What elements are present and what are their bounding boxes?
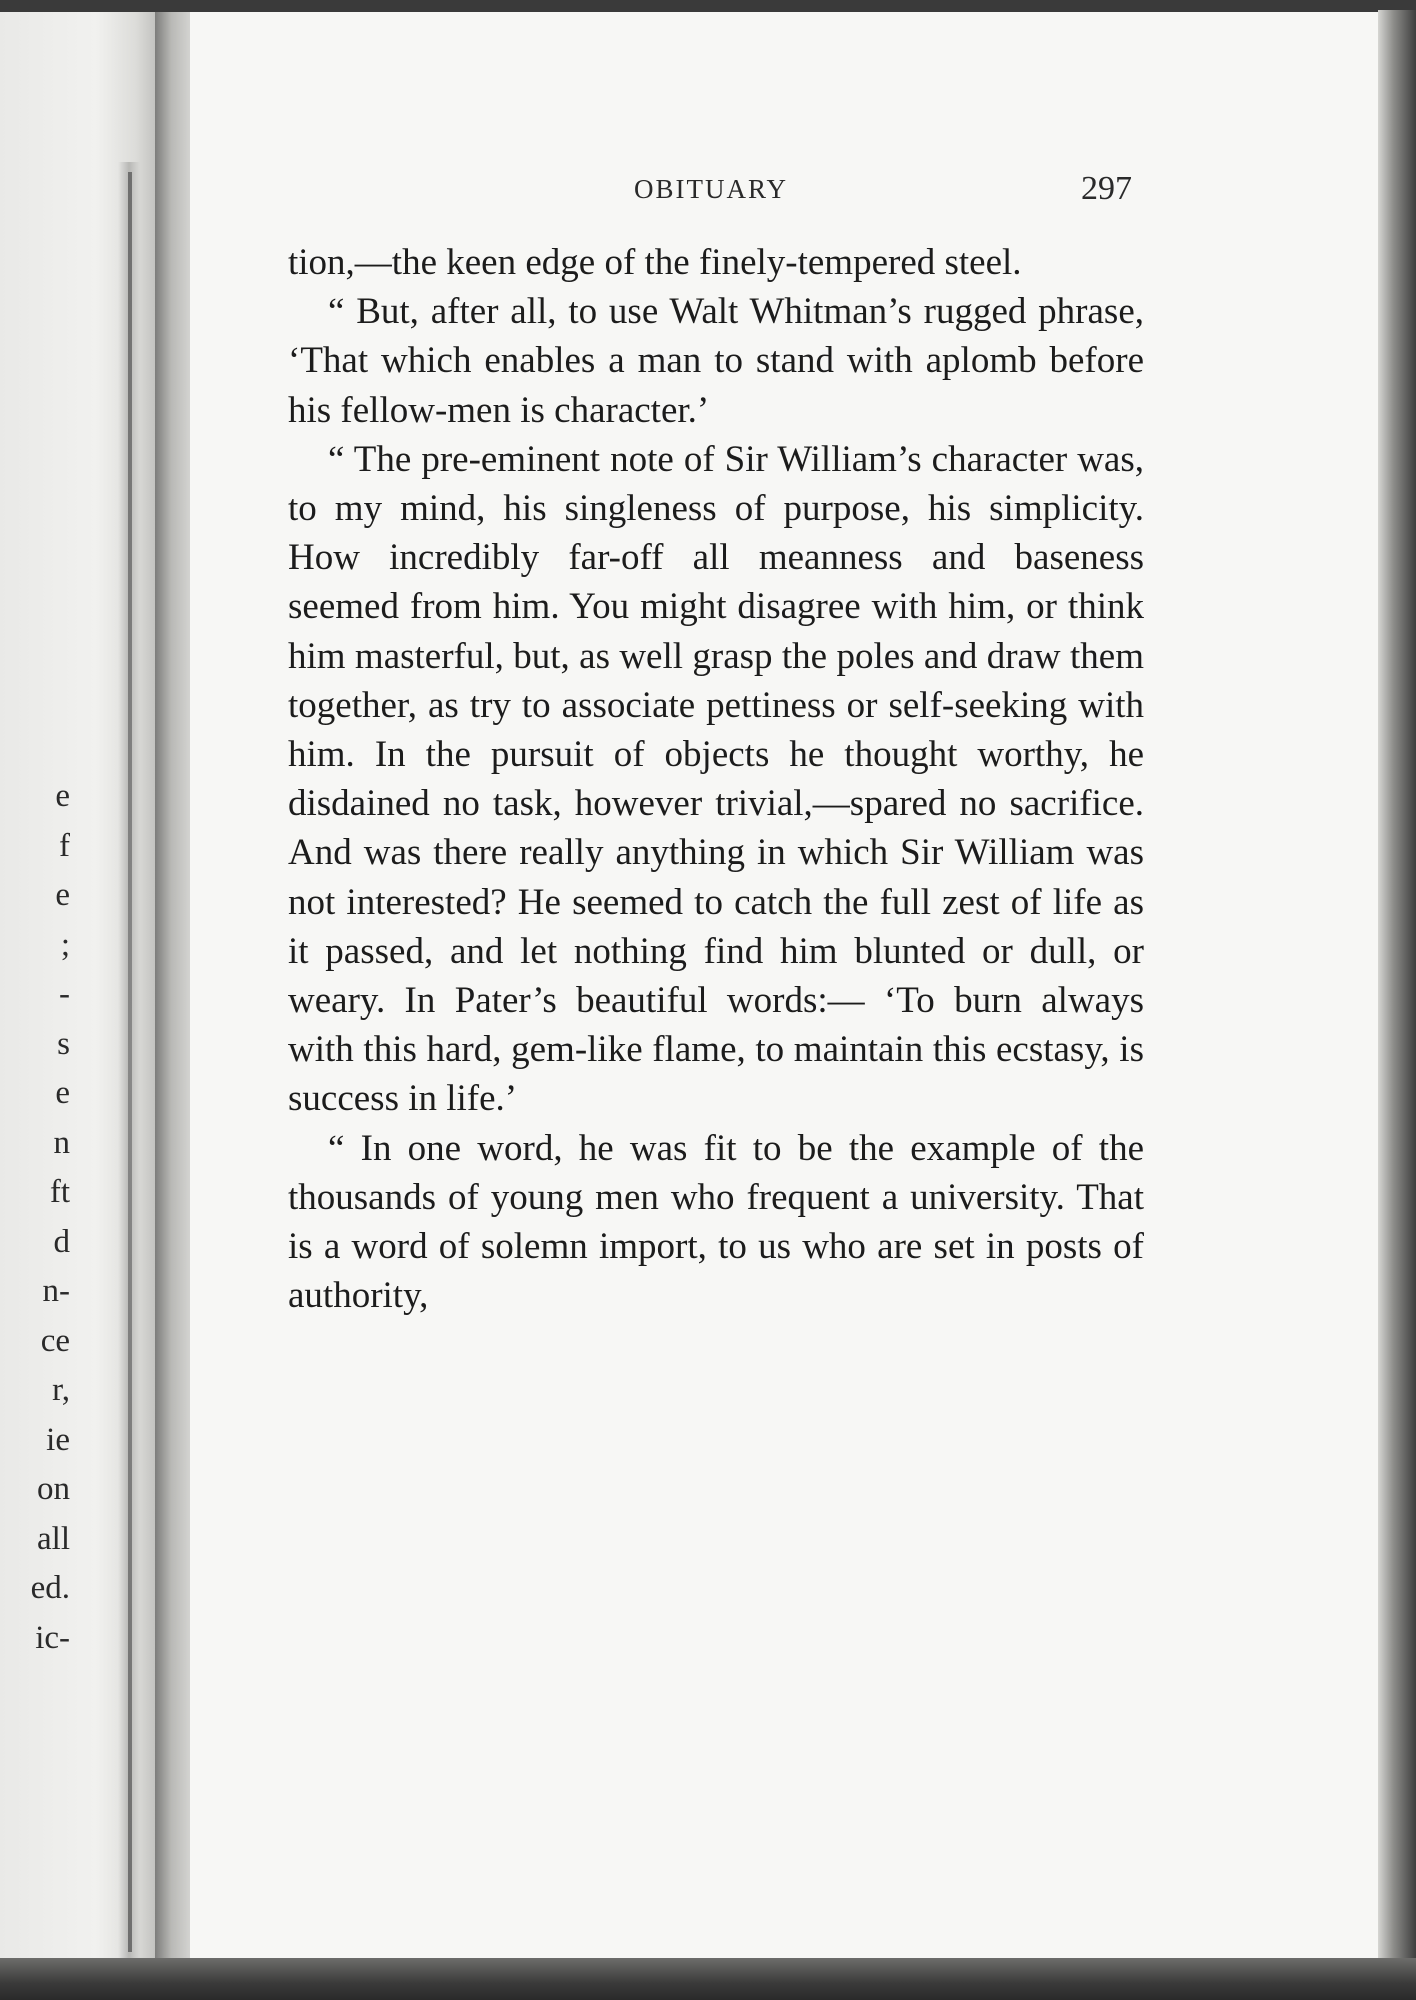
fragment-line: e [55, 877, 70, 913]
fragment-line: ed. [30, 1570, 70, 1606]
running-title: OBITUARY [633, 174, 788, 204]
fragment-line: ce [40, 1322, 70, 1359]
fragment-line: s [57, 1025, 70, 1062]
facing-page [0, 12, 160, 1960]
fragment-line: ic- [35, 1619, 70, 1656]
page-number: 297 [1081, 170, 1132, 207]
paragraph: “ But, after all, to use Walt Whitman’s rugged phrase, ‘That which enables a man to stand with aplomb before his fellow-men is character.’ [288, 291, 1144, 431]
fragment-line: n- [42, 1273, 70, 1309]
paragraph: tion,—the keen edge of the finely-tempered steel. [288, 242, 1022, 283]
fragment-line: ; [60, 926, 70, 963]
fragment-line: - [59, 976, 70, 1012]
paragraph: “ In one word, he was fit to be the example of the thousands of young men who frequent a university. That is a word of solemn import, to us who are set in posts of authority, [288, 1127, 1144, 1317]
fragment-line: r, [52, 1372, 70, 1408]
fragment-line: f [59, 827, 70, 864]
binding-thread [128, 172, 132, 1952]
running-head [290, 170, 1132, 214]
facing-page-text-fragments [0, 772, 70, 1663]
fragment-line: d [53, 1223, 70, 1260]
body-text [288, 238, 1144, 1320]
page-fore-edge [1378, 10, 1416, 1970]
fragment-line: all [37, 1520, 70, 1557]
fragment-line: e [55, 778, 70, 814]
fragment-line: ft [49, 1174, 70, 1210]
scan-bottom-edge [0, 1958, 1416, 2000]
paragraph: “ The pre-eminent note of Sir William’s character was, to my mind, his singleness of purpose, his simplicity. How incredibly far-off all meanness and baseness seemed from him. You might disagree with him, or think him masterful, but, as well grasp the poles and draw them together, as try to associate pettiness or self-seeking with him. In the pursuit of objects he thought worthy, he disdained no task, however trivial,—spared no sacrifice. And was there really anything in which Sir William was not interested? He seemed to catch the full zest of life as it passed, and let nothing find him blunted or dull, or weary. In Pater’s beautiful words:— ‘To burn always with this hard, gem-like flame, to maintain this ecstasy, is success in life.’ [288, 438, 1144, 1120]
fragment-line: e [55, 1075, 70, 1111]
fragment-line: n [53, 1124, 70, 1161]
fragment-line: on [37, 1471, 70, 1507]
fragment-line: ie [46, 1421, 70, 1458]
